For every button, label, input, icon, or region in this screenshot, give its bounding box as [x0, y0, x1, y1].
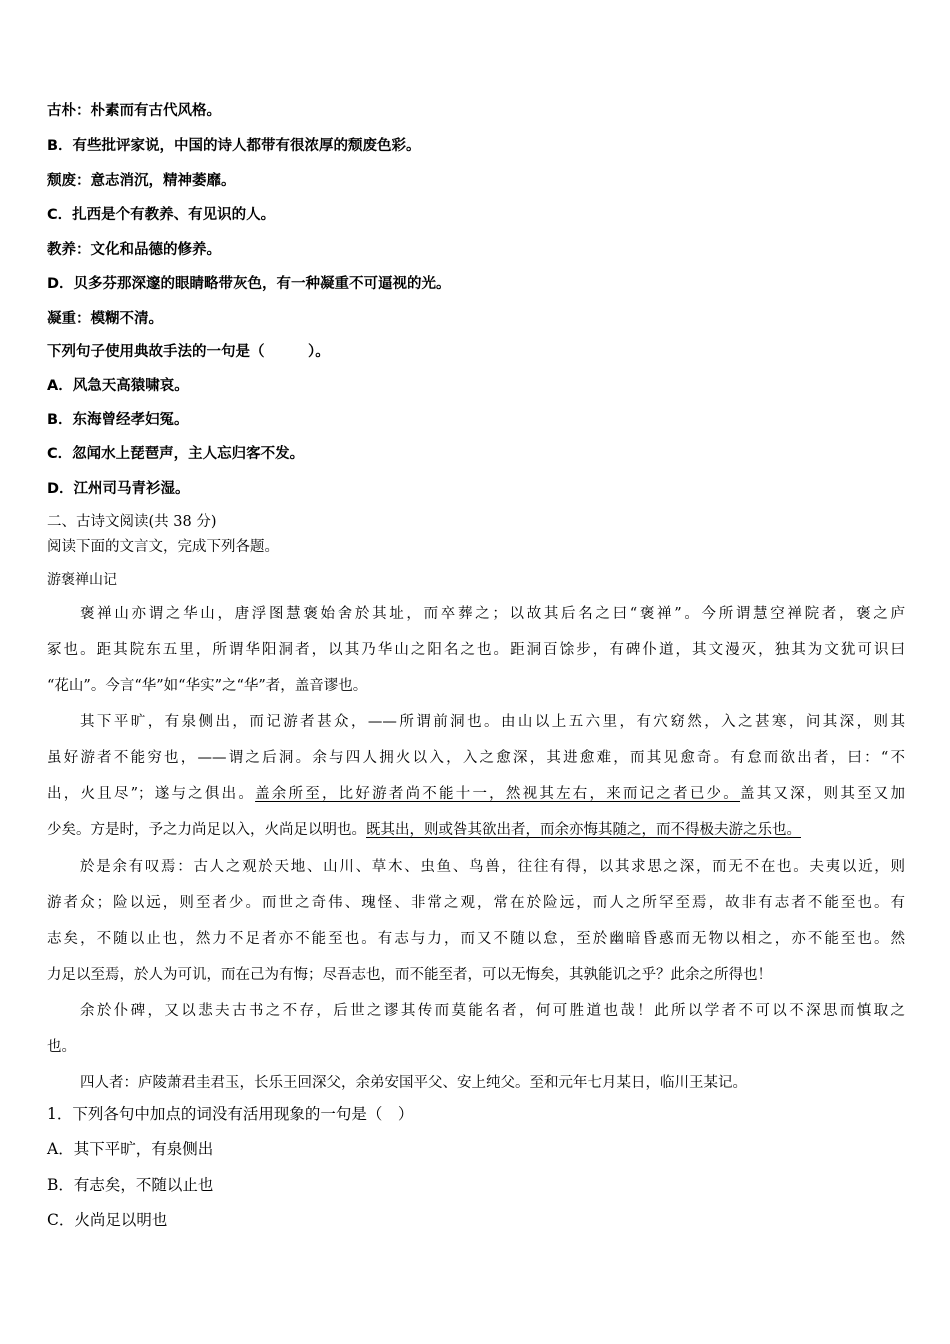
passage-text: 少矣。方是时，予之力尚足以入，火尚足以明也。: [47, 822, 366, 838]
section-heading: 二、古诗文阅读(共 38 分): [47, 514, 217, 530]
vocab-option-b: B．有些批评家说，中国的诗人都带有很浓厚的颓废色彩。: [47, 138, 421, 154]
vocab-option-c: C．扎西是个有教养、有见识的人。: [47, 207, 276, 223]
vocab-item-tuifei: 颓废：意志消沉，精神萎靡。: [47, 173, 236, 189]
underlined-sentence-1: 盖余所至，比好游者尚不能十一，然视其左右，来而记之者已少。: [255, 786, 741, 802]
passage-paragraph-4: [47, 993, 905, 1065]
passage-line: 游者众；险以远，则至者少。而世之奇伟、瑰怪、非常之观，常在於险远，而人之所罕至焉，故非有志者不能至也。有: [47, 895, 905, 911]
allusion-option-c: C．忽闻水上琵琶声，主人忘归客不发。: [47, 446, 305, 462]
allusion-option-d: D．江州司马青衫湿。: [47, 481, 190, 497]
passage-paragraph-1: [47, 596, 905, 704]
passage-line: 虽好游者不能穷也，——谓之后洞。余与四人拥火以入，入之愈深，其进愈难，而其见愈奇。有怠而欲出者，曰：“不: [47, 750, 905, 766]
passage-line: 褒禅山亦谓之华山，唐浮图慧褒始舍於其址，而卒葬之；以故其后名之曰“褒禅”。今所谓慧空禅院者，褒之庐: [80, 606, 905, 622]
passage-line: 志矣，不随以止也，然力不足者亦不能至也。有志与力，而又不随以怠，至於幽暗昏惑而无物以相之，亦不能至也。然: [47, 931, 905, 947]
passage-text: 盖其又深，则其至又加: [740, 786, 906, 802]
passage-line: 四人者：庐陵萧君圭君玉，长乐王回深父，余弟安国平父、安上纯父。至和元年七月某日，临川王某记。: [80, 1075, 747, 1091]
passage-line: 也。: [47, 1039, 76, 1055]
passage-line: 力足以至焉，於人为可讥，而在己为有悔；尽吾志也，而不能至者，可以无悔矣，其孰能讥之乎？此余之所得也！: [47, 967, 772, 983]
vocab-item-guopu: 古朴：朴素而有古代风格。: [47, 103, 221, 119]
passage-title: 游褒禅山记: [47, 572, 117, 588]
allusion-option-a: A．风急天高猿啸哀。: [47, 378, 189, 394]
vocab-item-ningzhong: 凝重：模糊不清。: [47, 311, 163, 327]
passage-line: [47, 776, 905, 812]
passage-line: [47, 812, 905, 848]
passage-line: 余於仆碑，又以悲夫古书之不存，后世之谬其传而莫能名者，何可胜道也哉！此所以学者不可以不深思而慎取之: [80, 1003, 905, 1019]
vocab-item-jiaoyang: 教养：文化和品德的修养。: [47, 242, 221, 258]
vocab-option-d: D．贝多芬那深邃的眼睛略带灰色，有一种凝重不可逼视的光。: [47, 276, 451, 292]
passage-text: 出，火且尽”；遂与之俱出。: [47, 786, 256, 802]
question-1-stem: 1．下列各句中加点的词没有活用现象的一句是（ ）: [47, 1105, 414, 1123]
passage-paragraph-3: [47, 849, 905, 993]
underlined-sentence-2: 既其出，则或咎其欲出者，而余亦悔其随之，而不得极夫游之乐也。: [366, 822, 801, 838]
passage-line: 於是余有叹焉：古人之观於天地、山川、草木、虫鱼、鸟兽，往往有得，以其求思之深，而无不在也。夫夷以近，则: [80, 859, 905, 875]
passage-line: “花山”。今言“华”如“华实”之“华”者，盖音谬也。: [47, 678, 368, 694]
passage-line: 冢也。距其院东五里，所谓华阳洞者，以其乃华山之阳名之也。距洞百馀步，有碑仆道，其文漫灭，独其为文犹可识曰: [47, 642, 905, 658]
passage-line: 其下平旷，有泉侧出，而记游者甚众，——所谓前洞也。由山以上五六里，有穴窈然，入之甚寒，问其深，则其: [80, 714, 905, 730]
allusion-option-b: B．东海曾经孝妇冤。: [47, 412, 189, 428]
question-1-option-a: A．其下平旷，有泉侧出: [47, 1140, 214, 1158]
question-1-option-b: B．有志矣，不随以止也: [47, 1176, 214, 1194]
allusion-question-stem: 下列句子使用典故手法的一句是（ ）。: [47, 344, 330, 360]
question-1-option-c: C．火尚足以明也: [47, 1211, 168, 1229]
section-instruction: 阅读下面的文言文，完成下列各题。: [47, 539, 279, 555]
passage-paragraph-5: [47, 1065, 905, 1101]
passage-paragraph-2: [47, 704, 905, 848]
